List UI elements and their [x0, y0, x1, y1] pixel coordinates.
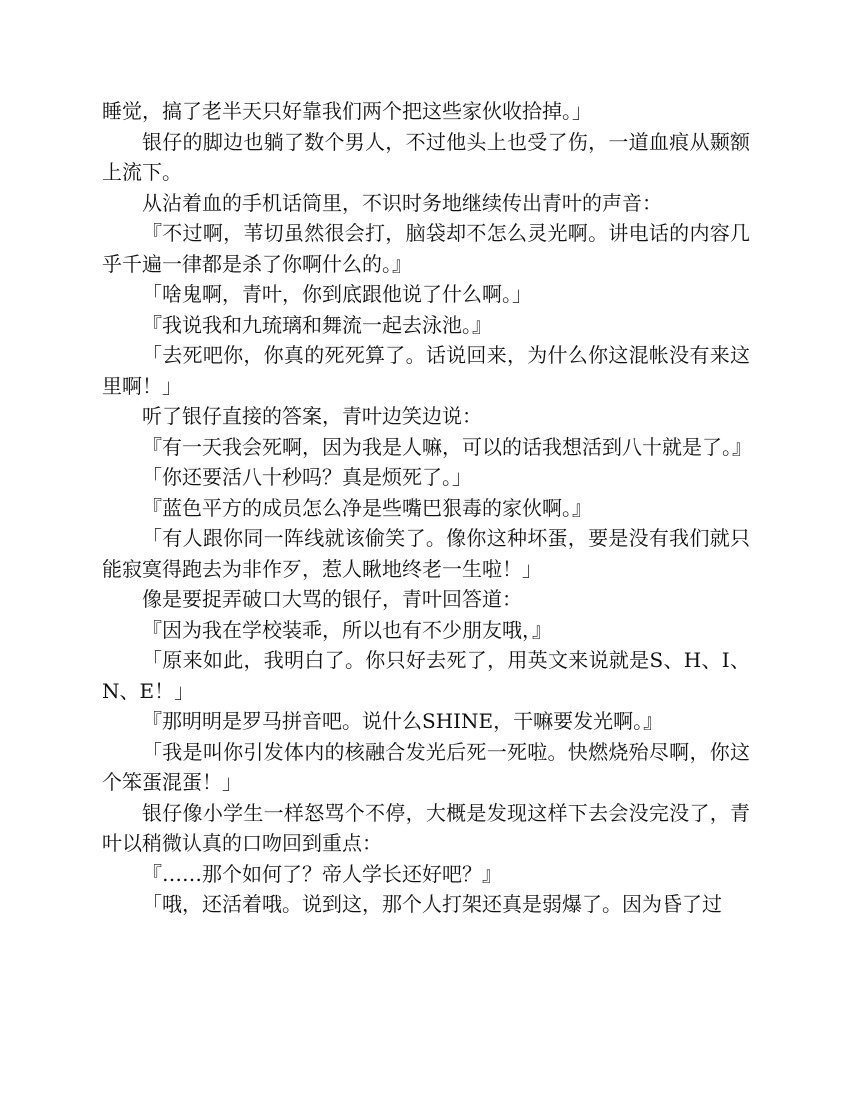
paragraph-5: 「啥鬼啊，青叶，你到底跟他说了什么啊。」 [142, 282, 532, 306]
paragraph-1: 睡觉，搞了老半天只好靠我们两个把这些家伙收拾掉。」 [102, 99, 592, 123]
paragraph-2: 银仔的脚边也躺了数个男人，不过他头上也受了伤，一道血痕从颞额上流下。 [102, 129, 750, 184]
paragraph-12: 「有人跟你同一阵线就该偷笑了。像你这种坏蛋，要是没有我们就只能寂寞得跑去为非作歹，惹人瞅地终老一生啦！」 [102, 526, 750, 581]
paragraph-14: 『因为我在学校装乖，所以也有不少朋友哦，』 [142, 617, 552, 642]
paragraph-11: 『蓝色平方的成员怎么净是些嘴巴狠毒的家伙啊。』 [142, 495, 592, 520]
paragraph-15: 「原来如此，我明白了。你只好去死了，用英文来说就是S、H、I、N、E！」 [102, 648, 750, 703]
document-page [102, 96, 750, 920]
paragraph-17: 「我是叫你引发体内的核融合发光后死一死啦。快燃烧殆尽啊，你这个笨蛋混蛋！」 [102, 739, 750, 794]
paragraph-4: 『不过啊，苇切虽然很会打，脑袋却不怎么灵光啊。讲电话的内容几乎千遍一律都是杀了你啊什么的。』 [102, 221, 750, 276]
paragraph-6: 『我说我和九琉璃和舞流一起去泳池。』 [142, 312, 492, 337]
paragraph-3: 从沾着血的手机话筒里，不识时务地继续传出青叶的声音： [142, 190, 662, 215]
paragraph-19: 『……那个如何了？帝人学长还好吧？』 [142, 861, 502, 886]
paragraph-10: 「你还要活八十秒吗？真是烦死了。」 [142, 465, 472, 489]
paragraph-18: 银仔像小学生一样怒骂个不停，大概是发现这样下去会没完没了，青叶以稍微认真的口吻回到重点： [102, 800, 750, 855]
paragraph-16: 『那明明是罗马拼音吧。说什么SHINE，干嘛要发光啊。』 [142, 709, 664, 733]
paragraph-7: 「去死吧你，你真的死死算了。话说回来，为什么你这混帐没有来这里啊！」 [102, 343, 750, 398]
paragraph-20: 「哦，还活着哦。说到这，那个人打架还真是弱爆了。因为昏了过 [142, 892, 722, 916]
paragraph-8: 听了银仔直接的答案，青叶边笑边说： [142, 404, 482, 428]
paragraph-9: 『有一天我会死啊，因为我是人嘛，可以的话我想活到八十就是了。』 [142, 434, 752, 459]
paragraph-13: 像是要捉弄破口大骂的银仔，青叶回答道： [142, 587, 522, 611]
